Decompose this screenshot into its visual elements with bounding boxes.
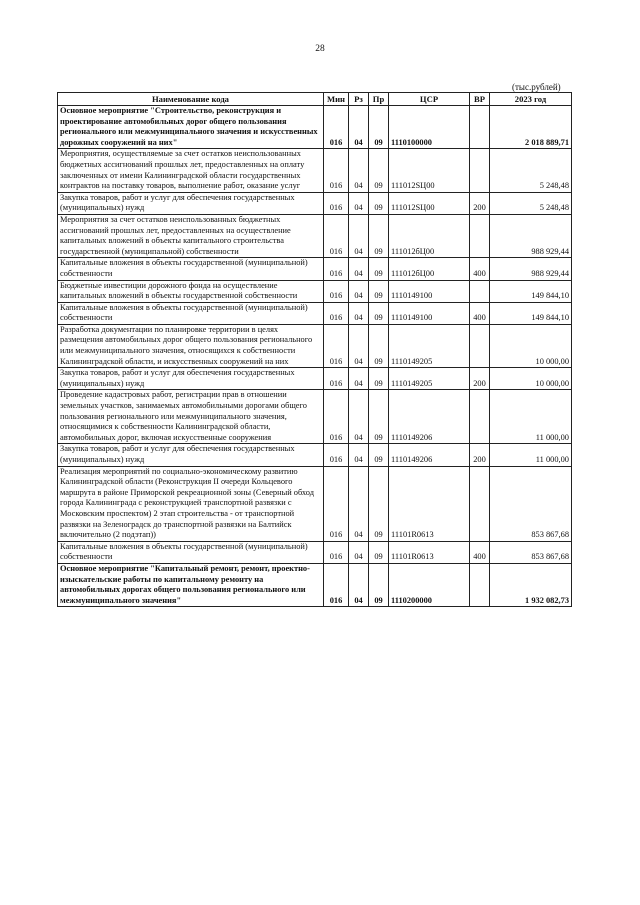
row-csr-cell: 111012SЦ00: [389, 149, 470, 192]
row-name-cell: Разработка документации по планировке территории в целях размещения автомобильных дорог общего пользования регионального или межмуниципального значения, относящихся к собственности Калининградской области, и искусственных сооружений на них: [58, 324, 324, 367]
row-csr-cell: 1110100000: [389, 106, 470, 149]
row-amount-cell: 11 000,00: [490, 444, 572, 466]
units-label: (тыс.рублей): [512, 82, 561, 92]
row-amount-cell: 988 929,44: [490, 258, 572, 280]
row-amount-cell: 5 248,48: [490, 149, 572, 192]
table-row: [58, 302, 572, 324]
header-vr: ВР: [470, 93, 490, 106]
row-name-cell: Мероприятия за счет остатков неиспользованных бюджетных ассигнований прошлых лет, предоставленных на осуществление капитальных вложений в объекты капитального строительства государственной (муниципальной) собственности: [58, 214, 324, 257]
row-vr-cell: [470, 466, 490, 541]
row-name-cell: Основное мероприятие "Капитальный ремонт, ремонт, проектно-изыскательские работы по капитальному ремонту на автомобильных дорогах общего пользования регионального или межмуниципального значения": [58, 563, 324, 606]
row-min-cell: 016: [324, 368, 349, 390]
row-pr-cell: 09: [369, 444, 389, 466]
table-row: [58, 258, 572, 280]
row-name-cell: Реализация мероприятий по социально-экономическому развитию Калининградской области (Реконструкция II очереди Кольцевого маршрута в районе Приморской рекреационной зоны (Северный обход города Калининграда с реконструкцией транспортной развязки с Московским проспектом) 2 этап строительства - от транспортной развязки на Зеленоградск до транспортной развязки на Балтийск включительно (2 подэтап)): [58, 466, 324, 541]
row-amount-cell: 10 000,00: [490, 324, 572, 367]
page-number: 28: [315, 44, 325, 54]
row-min-cell: 016: [324, 563, 349, 606]
row-vr-cell: 200: [470, 368, 490, 390]
row-min-cell: 016: [324, 192, 349, 214]
row-csr-cell: 1110149205: [389, 368, 470, 390]
row-csr-cell: 1110149100: [389, 302, 470, 324]
table-header-row: [58, 93, 572, 106]
row-csr-cell: 1110149206: [389, 444, 470, 466]
row-csr-cell: 1110149206: [389, 390, 470, 444]
header-csr: ЦСР: [389, 93, 470, 106]
row-amount-cell: 1 932 082,73: [490, 563, 572, 606]
row-vr-cell: [470, 324, 490, 367]
row-name-cell: Капитальные вложения в объекты государственной (муниципальной) собственности: [58, 541, 324, 563]
row-pr-cell: 09: [369, 280, 389, 302]
row-name-cell: Проведение кадастровых работ, регистрации прав в отношении земельных участков, занимаемых автомобильными дорогами общего пользования регионального или межмуниципального значения, относящимися к собственности Калининградской области, автомобильных дорог, включая искусственные сооружения: [58, 390, 324, 444]
row-pr-cell: 09: [369, 563, 389, 606]
row-min-cell: 016: [324, 444, 349, 466]
row-min-cell: 016: [324, 258, 349, 280]
row-min-cell: 016: [324, 541, 349, 563]
row-vr-cell: [470, 280, 490, 302]
table-row: [58, 192, 572, 214]
row-rz-cell: 04: [349, 466, 369, 541]
table-row: [58, 390, 572, 444]
row-csr-cell: 111012бЦ00: [389, 214, 470, 257]
row-name-cell: Капитальные вложения в объекты государственной (муниципальной) собственности: [58, 302, 324, 324]
row-vr-cell: 200: [470, 444, 490, 466]
row-name-cell: Закупка товаров, работ и услуг для обеспечения государственных (муниципальных) нужд: [58, 444, 324, 466]
row-amount-cell: 149 844,10: [490, 302, 572, 324]
header-year: 2023 год: [490, 93, 572, 106]
table-row: [58, 149, 572, 192]
row-rz-cell: 04: [349, 149, 369, 192]
row-name-cell: Капитальные вложения в объекты государственной (муниципальной) собственности: [58, 258, 324, 280]
row-csr-cell: 111012бЦ00: [389, 258, 470, 280]
row-min-cell: 016: [324, 390, 349, 444]
row-rz-cell: 04: [349, 258, 369, 280]
row-name-cell: Бюджетные инвестиции дорожного фонда на осуществление капитальных вложений в объекты государственной собственности: [58, 280, 324, 302]
table-row: [58, 368, 572, 390]
row-pr-cell: 09: [369, 149, 389, 192]
row-min-cell: 016: [324, 149, 349, 192]
table-row: [58, 214, 572, 257]
row-pr-cell: 09: [369, 214, 389, 257]
row-vr-cell: [470, 149, 490, 192]
row-pr-cell: 09: [369, 192, 389, 214]
row-amount-cell: 5 248,48: [490, 192, 572, 214]
row-csr-cell: 111012SЦ00: [389, 192, 470, 214]
row-min-cell: 016: [324, 280, 349, 302]
row-csr-cell: 11101R0613: [389, 466, 470, 541]
row-name-cell: Основное мероприятие "Строительство, реконструкция и проектирование автомобильных дорог общего пользования регионального или межмуниципального значения и искусственных дорожных сооружений на них": [58, 106, 324, 149]
table-row: [58, 280, 572, 302]
row-amount-cell: 853 867,68: [490, 466, 572, 541]
header-name: Наименование кода: [58, 93, 324, 106]
table-body: [58, 106, 572, 607]
row-pr-cell: 09: [369, 258, 389, 280]
row-pr-cell: 09: [369, 302, 389, 324]
row-csr-cell: 1110149205: [389, 324, 470, 367]
row-rz-cell: 04: [349, 192, 369, 214]
row-pr-cell: 09: [369, 390, 389, 444]
row-vr-cell: [470, 390, 490, 444]
row-vr-cell: 400: [470, 258, 490, 280]
row-rz-cell: 04: [349, 302, 369, 324]
table-row: [58, 563, 572, 606]
table-row: [58, 106, 572, 149]
row-min-cell: 016: [324, 324, 349, 367]
row-pr-cell: 09: [369, 541, 389, 563]
budget-table: [57, 92, 572, 607]
row-rz-cell: 04: [349, 563, 369, 606]
row-amount-cell: 149 844,10: [490, 280, 572, 302]
row-amount-cell: 10 000,00: [490, 368, 572, 390]
row-rz-cell: 04: [349, 390, 369, 444]
row-vr-cell: [470, 563, 490, 606]
row-name-cell: Закупка товаров, работ и услуг для обеспечения государственных (муниципальных) нужд: [58, 368, 324, 390]
header-pr: Пр: [369, 93, 389, 106]
row-rz-cell: 04: [349, 214, 369, 257]
header-min: Мин: [324, 93, 349, 106]
row-name-cell: Мероприятия, осуществляемые за счет остатков неиспользованных бюджетных ассигнований прошлых лет, предоставленных на оплату заключенных от имени Калининградской области государственных контрактов на поставку товаров, выполнение работ, оказание услуг: [58, 149, 324, 192]
row-amount-cell: 2 018 889,71: [490, 106, 572, 149]
row-amount-cell: 11 000,00: [490, 390, 572, 444]
row-min-cell: 016: [324, 466, 349, 541]
row-rz-cell: 04: [349, 368, 369, 390]
row-csr-cell: 1110200000: [389, 563, 470, 606]
row-pr-cell: 09: [369, 324, 389, 367]
row-pr-cell: 09: [369, 106, 389, 149]
row-amount-cell: 988 929,44: [490, 214, 572, 257]
row-name-cell: Закупка товаров, работ и услуг для обеспечения государственных (муниципальных) нужд: [58, 192, 324, 214]
row-min-cell: 016: [324, 106, 349, 149]
row-rz-cell: 04: [349, 324, 369, 367]
row-min-cell: 016: [324, 214, 349, 257]
row-rz-cell: 04: [349, 541, 369, 563]
row-pr-cell: 09: [369, 466, 389, 541]
table-row: [58, 541, 572, 563]
row-csr-cell: 1110149100: [389, 280, 470, 302]
row-rz-cell: 04: [349, 444, 369, 466]
table-row: [58, 324, 572, 367]
row-amount-cell: 853 867,68: [490, 541, 572, 563]
row-csr-cell: 11101R0613: [389, 541, 470, 563]
table-row: [58, 444, 572, 466]
row-vr-cell: 200: [470, 192, 490, 214]
row-rz-cell: 04: [349, 106, 369, 149]
row-vr-cell: 400: [470, 541, 490, 563]
row-min-cell: 016: [324, 302, 349, 324]
row-pr-cell: 09: [369, 368, 389, 390]
header-rz: Рз: [349, 93, 369, 106]
row-vr-cell: [470, 106, 490, 149]
table-row: [58, 466, 572, 541]
row-vr-cell: [470, 214, 490, 257]
row-rz-cell: 04: [349, 280, 369, 302]
row-vr-cell: 400: [470, 302, 490, 324]
